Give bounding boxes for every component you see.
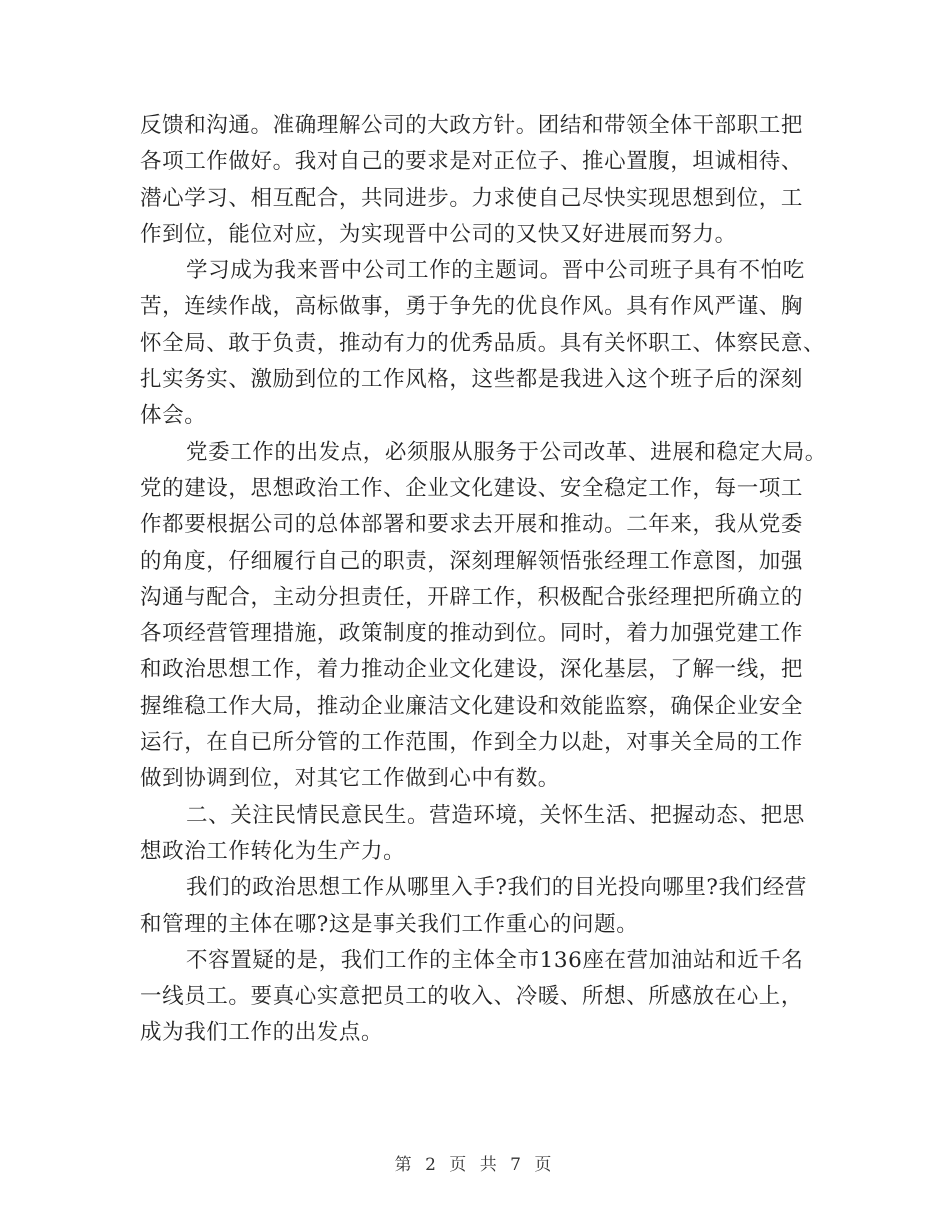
text-line: 握维稳工作大局，推动企业廉洁文化建设和效能监察，确保企业安全 — [140, 693, 804, 719]
text-line: 扎实务实、激励到位的工作风格，这些都是我进入这个班子后的深刻 — [140, 367, 804, 393]
text-line: 各项经营管理措施，政策制度的推动到位。同时，着力加强党建工作 — [140, 621, 804, 647]
text-line: 的角度，仔细履行自己的职责，深刻理解领悟张经理工作意图，加强 — [140, 548, 804, 574]
text-line: 不容置疑的是，我们工作的主体全市136座在营加油站和近千名 — [186, 947, 804, 973]
text-line: 我们的政治思想工作从哪里入手?我们的目光投向哪里?我们经营 — [186, 875, 807, 901]
text-line: 运行，在自已所分管的工作范围，作到全力以赴，对事关全局的工作 — [140, 730, 804, 756]
text-line: 一线员工。要真心实意把员工的收入、冷暖、所想、所感放在心上， — [140, 984, 804, 1010]
text-line: 作到位，能位对应，为实现晋中公司的又快又好进展而努力。 — [140, 221, 737, 247]
text-line: 苦，连续作战，高标做事，勇于争先的优良作风。具有作风严谨、胸 — [140, 294, 804, 320]
text-line: 怀全局、敢于负责，推动有力的优秀品质。具有关怀职工、体察民意、 — [140, 330, 826, 356]
text-line: 二、关注民情民意民生。营造环境，关怀生活、把握动态、把思 — [186, 802, 805, 828]
text-line: 党的建设，思想政治工作、企业文化建设、安全稳定工作，每一项工 — [140, 475, 804, 501]
text-line: 各项工作做好。我对自己的要求是对正位子、推心置腹，坦诚相待、 — [140, 149, 804, 175]
text-line: 想政治工作转化为生产力。 — [140, 838, 406, 864]
document-body — [140, 108, 827, 1052]
text-line: 体会。 — [140, 403, 207, 429]
text-line: 作都要根据公司的总体部署和要求去开展和推动。二年来，我从党委 — [140, 512, 804, 538]
text-line: 反馈和沟通。准确理解公司的大政方针。团结和带领全体干部职工把 — [140, 113, 804, 138]
text-line: 党委工作的出发点，必须服从服务于公司改革、进展和稳定大局。 — [186, 439, 827, 465]
text-line: 成为我们工作的出发点。 — [140, 1020, 384, 1046]
text-line: 潜心学习、相互配合，共同进步。力求使自己尽快实现思想到位，工 — [140, 185, 804, 211]
text-line: 和管理的主体在哪?这是事关我们工作重心的问题。 — [140, 911, 639, 937]
text-line: 学习成为我来晋中公司工作的主题词。晋中公司班子具有不怕吃 — [186, 258, 805, 284]
text-line: 沟通与配合，主动分担责任，开辟工作，积极配合张经理把所确立的 — [140, 584, 804, 610]
page-footer: 第 2 页 共 7 页 — [394, 1155, 556, 1175]
text-line: 做到协调到位，对其它工作做到心中有数。 — [140, 766, 560, 792]
text-line: 和政治思想工作，着力推动企业文化建设，深化基层，了解一线，把 — [140, 657, 804, 683]
